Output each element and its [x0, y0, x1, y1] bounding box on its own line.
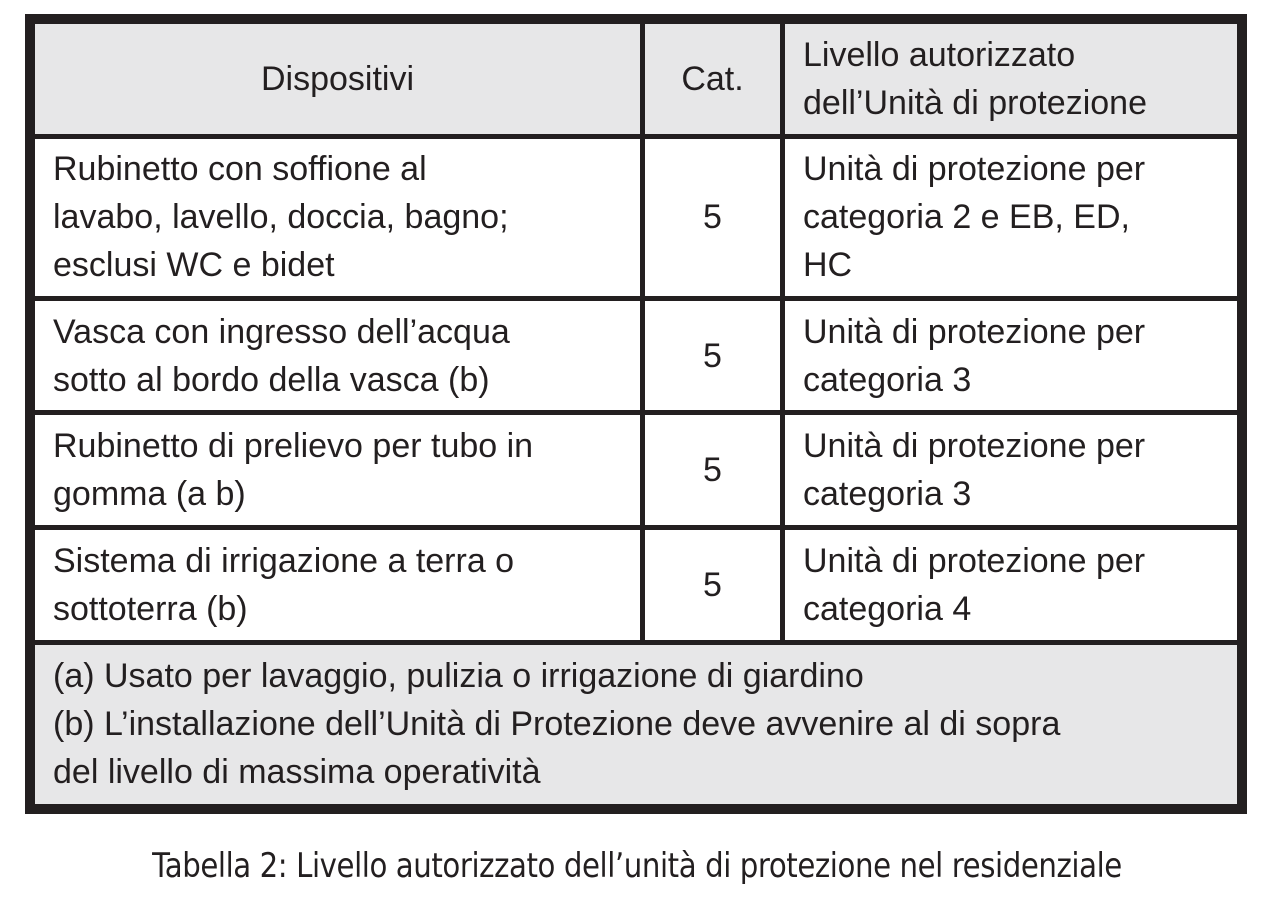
footnote-b: (b) L’installazione dell’Unità di Protezione deve avvenire al di sopra	[53, 705, 1061, 744]
header-authorized-level	[783, 22, 1240, 137]
level-line: Unità di protezione per	[803, 427, 1146, 466]
device-line: sotto al bordo della vasca (b)	[53, 360, 490, 399]
level-line: categoria 3	[803, 475, 972, 514]
footnotes-row	[33, 642, 1240, 806]
device-line: Rubinetto di prelievo per tubo in	[53, 427, 534, 466]
category-cell: 5	[643, 413, 783, 528]
level-cell	[783, 413, 1240, 528]
header-level-line: dell’Unità di protezione	[803, 83, 1147, 122]
device-line: lavabo, lavello, doccia, bagno;	[53, 198, 509, 237]
level-cell	[783, 298, 1240, 413]
device-cell	[33, 136, 643, 298]
level-line: categoria 4	[803, 589, 972, 628]
category-cell: 5	[643, 136, 783, 298]
table-row	[33, 136, 1240, 298]
level-line: Unità di protezione per	[803, 312, 1146, 351]
device-line: Sistema di irrigazione a terra o	[53, 541, 515, 580]
device-line: esclusi WC e bidet	[53, 246, 335, 285]
device-cell	[33, 413, 643, 528]
level-cell	[783, 528, 1240, 643]
level-line: Unità di protezione per	[803, 541, 1146, 580]
footnotes-cell	[33, 642, 1240, 806]
table-row	[33, 413, 1240, 528]
table-row	[33, 528, 1240, 643]
header-level-line: Livello autorizzato	[803, 35, 1076, 74]
device-cell	[33, 528, 643, 643]
level-line: categoria 2 e EB, ED,	[803, 198, 1130, 237]
level-line: HC	[803, 246, 853, 285]
footnote-a: (a) Usato per lavaggio, pulizia o irrigazione di giardino	[53, 657, 864, 696]
table-row	[33, 298, 1240, 413]
table-caption: Tabella 2: Livello autorizzato dell’unità di protezione nel residenziale	[152, 846, 1122, 886]
protection-level-table	[25, 14, 1247, 814]
footnote-b-continued: del livello di massima operatività	[53, 753, 541, 792]
category-cell: 5	[643, 298, 783, 413]
category-cell: 5	[643, 528, 783, 643]
device-cell	[33, 298, 643, 413]
level-line: categoria 3	[803, 360, 972, 399]
device-line: Rubinetto con soffione al	[53, 150, 427, 189]
header-category: Cat.	[643, 22, 783, 137]
level-line: Unità di protezione per	[803, 150, 1146, 189]
table-grid	[30, 19, 1242, 809]
header-devices: Dispositivi	[33, 22, 643, 137]
level-cell	[783, 136, 1240, 298]
device-line: gomma (a b)	[53, 475, 246, 514]
device-line: sottoterra (b)	[53, 589, 248, 628]
device-line: Vasca con ingresso dell’acqua	[53, 312, 510, 351]
table-header-row	[33, 22, 1240, 137]
